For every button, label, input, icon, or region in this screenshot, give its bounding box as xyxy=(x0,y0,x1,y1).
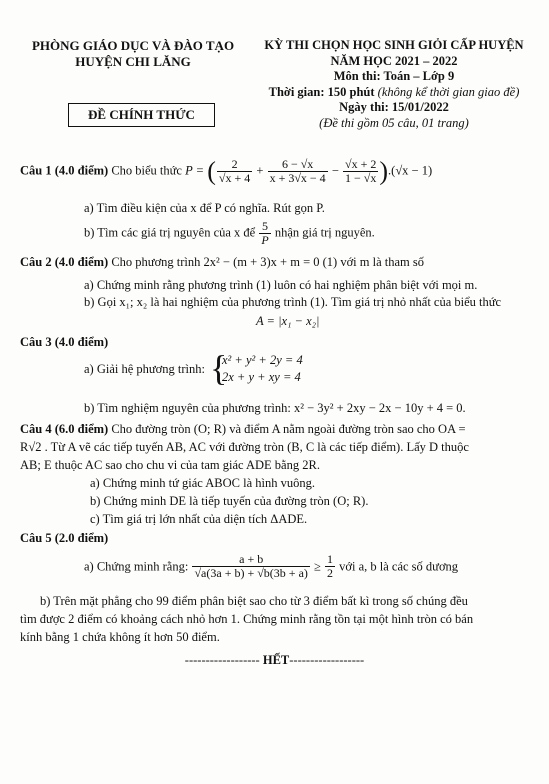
q5-part-b-line1: b) Trên mặt phẳng cho 99 điểm phân biệt sao cho từ 3 điểm bất kì trong số chúng đều xyxy=(40,594,468,608)
exam-date: Ngày thi: 15/01/2022 xyxy=(339,100,449,114)
q5-main-frac: $\frac{a + b}{√a(3a + b) + √b(3b + a)}$ xyxy=(194,552,308,580)
q1-tail: .(√x − 1) xyxy=(388,163,433,178)
dept-line2: HUYỆN CHI LĂNG xyxy=(75,54,191,69)
q2-part-a: a) Chứng minh rằng phương trình (1) luôn có hai nghiệm phân biệt với mọi m. xyxy=(84,278,478,292)
end-marker: ------------------ HẾT------------------ xyxy=(184,653,365,667)
q3-eq2: 2x + y + xy = 4 xyxy=(222,370,301,384)
q4-part-b: b) Chứng minh DE là tiếp tuyến của đường tròn (O; R). xyxy=(90,494,369,508)
q3-label: Câu 3 (4.0 điểm) xyxy=(20,335,109,349)
official-badge: ĐỀ CHÍNH THỨC xyxy=(68,103,215,127)
q1-intro: Cho biểu thức xyxy=(108,163,186,178)
q3-part-b: b) Tìm nghiệm nguyên của phương trình: x² − 3y² + 2xy − 2x − 10y + 4 = 0. xyxy=(84,401,466,415)
q1-p-eq: P = xyxy=(185,163,208,178)
q1b-frac: $\frac{5}{P}$ xyxy=(261,219,269,247)
q5-label: Câu 5 (2.0 điểm) xyxy=(20,531,109,545)
q3-eq1: x² + y² + 2y = 4 xyxy=(222,353,303,367)
q5-half-frac: $\frac{1}{2}$ xyxy=(327,552,334,580)
department-header xyxy=(18,38,248,70)
q4-part-a: a) Chứng minh tứ giác ABOC là hình vuông. xyxy=(90,476,315,490)
question-3 xyxy=(20,334,532,350)
q4-text2: R√2 . Từ A vẽ các tiếp tuyến AB, AC với đường tròn (B, C là các tiếp điểm). Lấy D thuộc xyxy=(20,440,469,454)
q5-part-b-line2: tìm được 2 điểm có khoảng cách nhỏ hơn 1. Chứng minh rằng tồn tại một hình tròn có bán xyxy=(20,612,474,626)
question-1: Câu 1 (4.0 điểm) Cho biểu thức P = ( $\frac{2}{√x + 4}$ + $\frac{6 - √x}{x + 3√x - 4}$ − $\frac{√x + 2}{1 - √x}$ ).(√x − 1) xyxy=(20,156,433,186)
q4-part-c: c) Tìm giá trị lớn nhất của diện tích ΔADE. xyxy=(90,512,308,526)
q2-label: Câu 2 (4.0 điểm) xyxy=(20,255,109,269)
q1-part-b: b) Tìm các giá trị nguyên của x để $\frac{5}{P}$ nhận giá trị nguyên. xyxy=(84,219,375,247)
q2-expr: A = |x₁ − x₂| xyxy=(256,314,320,328)
subject-label: Môn thi: Toán – Lớp 9 xyxy=(333,69,455,83)
time-bold: Thời gian: 150 phút xyxy=(268,84,375,99)
exam-title: KỲ THI CHỌN HỌC SINH GIỎI CẤP HUYỆN xyxy=(264,38,524,52)
system-brace: { xyxy=(210,348,228,388)
question-5 xyxy=(20,530,532,546)
q3-system xyxy=(210,348,303,388)
time-note: (không kể thời gian giao đề) xyxy=(374,84,520,99)
q5-part-a: a) Chứng minh rằng: $\frac{a + b}{√a(3a + b) + √b(3b + a)}$ ≥ $\frac{1}{2}$ với a, b là các số dương xyxy=(84,552,459,580)
q4-label: Câu 4 (6.0 điểm) xyxy=(20,422,109,436)
time-line xyxy=(252,85,536,101)
dept-line1: PHÒNG GIÁO DỤC VÀ ĐÀO TẠO xyxy=(31,38,235,53)
q2-part-b: b) Gọi x₁; x₂ là hai nghiệm của phương trình (1). Tìm giá trị nhỏ nhất của biểu thức xyxy=(84,295,502,309)
pages-note: (Đề thi gồm 05 câu, 01 trang) xyxy=(319,115,469,130)
q5-part-b-line3: kính bằng 1 chứa không ít hơn 50 điểm. xyxy=(20,630,220,644)
exam-year: NĂM HỌC 2021 – 2022 xyxy=(330,53,458,68)
q1-frac1: $\frac{2}{√x + 4}$ xyxy=(218,157,251,185)
q1-label: Câu 1 (4.0 điểm) xyxy=(20,163,109,178)
exam-header xyxy=(252,38,536,131)
q1-part-a: a) Tìm điều kiện của x để P có nghĩa. Rút gọn P. xyxy=(84,201,325,215)
q1-frac3: $\frac{√x + 2}{1 - √x}$ xyxy=(345,157,377,185)
q3-part-a: a) Giải hệ phương trình: xyxy=(84,362,205,376)
q1-frac2: $\frac{6 - √x}{x + 3√x - 4}$ xyxy=(269,157,326,185)
question-4 xyxy=(20,421,532,437)
question-2 xyxy=(20,254,532,270)
q2-text: Cho phương trình 2x² − (m + 3)x + m = 0 (1) với m là tham số xyxy=(108,255,425,269)
q4-text1: Cho đường tròn (O; R) và điểm A nằm ngoài đường tròn sao cho OA = xyxy=(108,422,466,436)
q4-text3: AB; E thuộc AC sao cho chu vi của tam giác ADE bằng 2R. xyxy=(20,458,320,472)
